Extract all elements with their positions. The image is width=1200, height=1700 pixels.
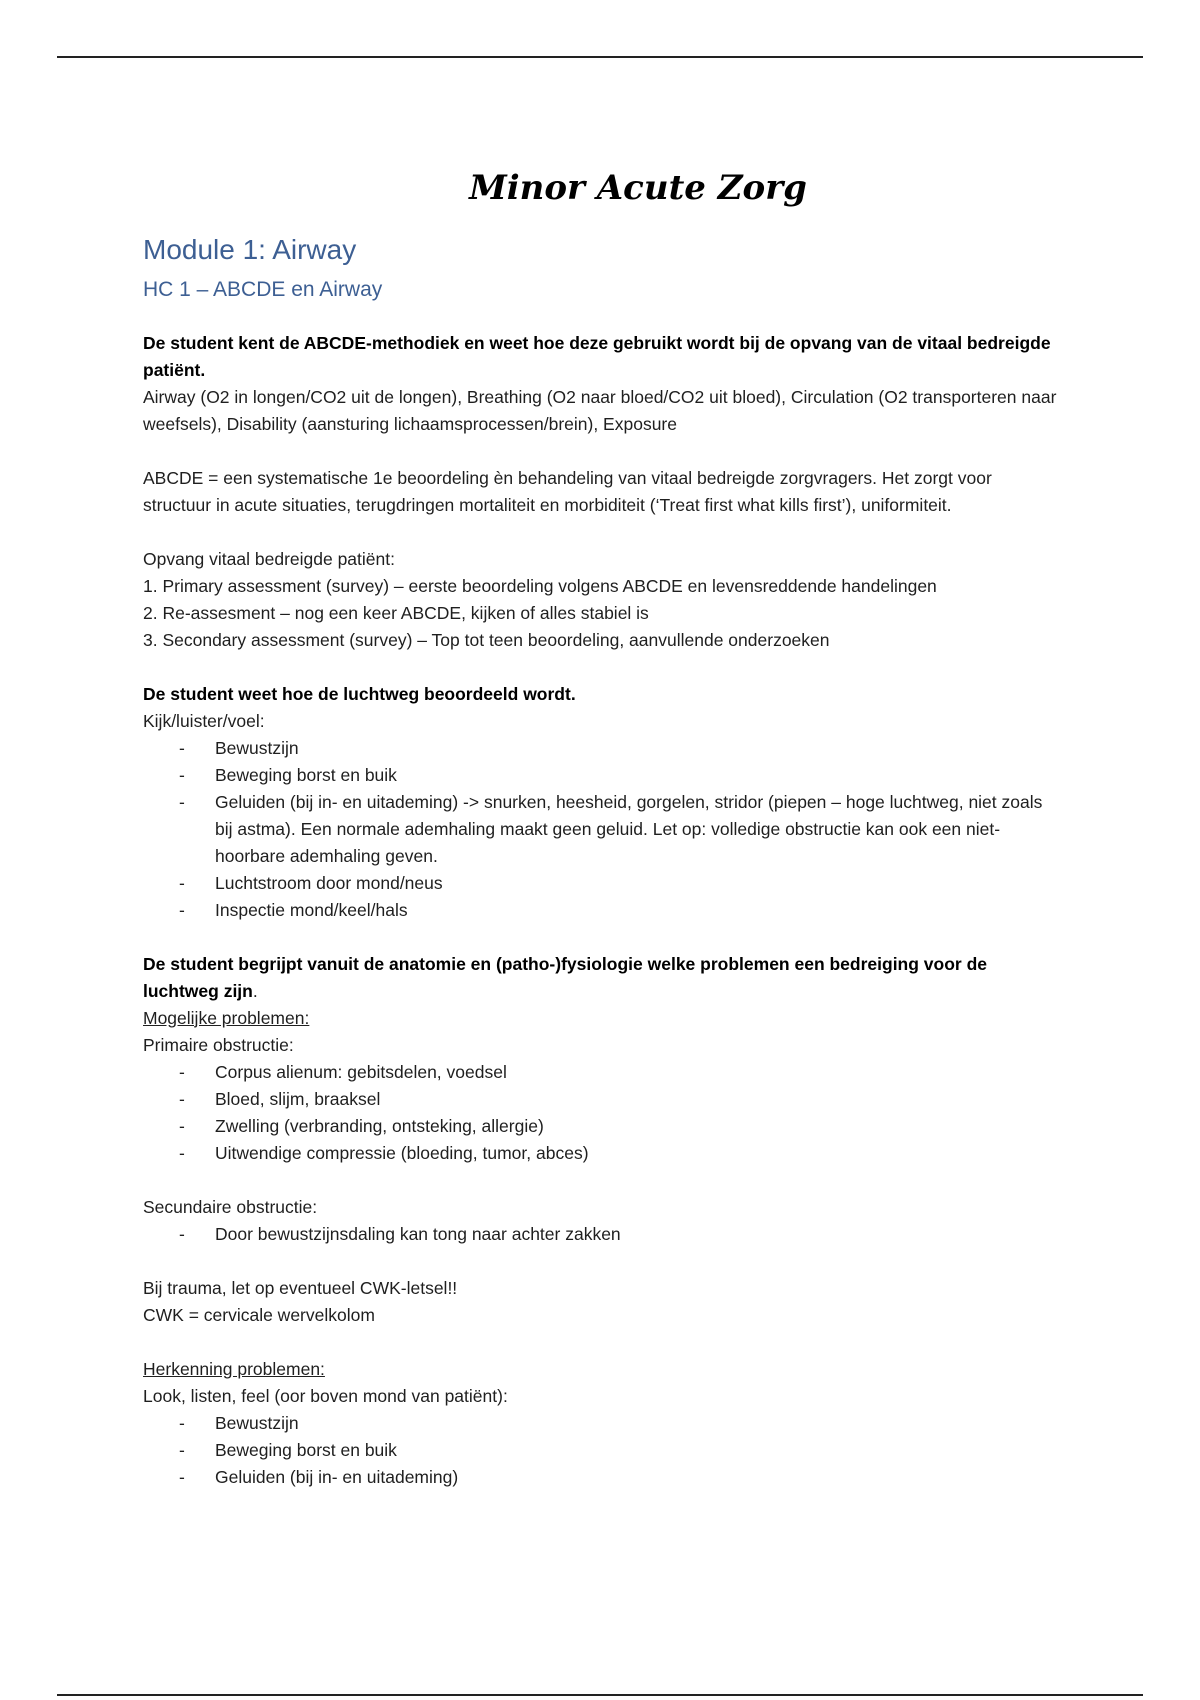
list-item: - Beweging borst en buik bbox=[215, 1437, 1063, 1464]
list-item: - Geluiden (bij in- en uitademing) bbox=[215, 1464, 1063, 1491]
secundaire-list bbox=[143, 1221, 1063, 1248]
list-item: - Door bewustzijnsdaling kan tong naar achter zakken bbox=[215, 1221, 1063, 1248]
problemen-heading-text: De student begrijpt vanuit de anatomie en (patho-)fysiologie welke problemen een bedreiging voor de luchtweg zijn bbox=[143, 953, 988, 1001]
list-item: - Uitwendige compressie (bloeding, tumor, abces) bbox=[215, 1140, 1063, 1167]
list-item: - Bloed, slijm, braaksel bbox=[215, 1086, 1063, 1113]
look-listen-feel: Look, listen, feel (oor boven mond van patiënt): bbox=[143, 1385, 508, 1406]
abcde-components: Airway (O2 in longen/CO2 uit de longen), Breathing (O2 naar bloed/CO2 uit bloed), Circulation (O2 transporteren naar weefsels), Disability (aansturing lichaamsprocessen/brein), Exposure bbox=[143, 386, 1057, 434]
list-item: - Luchtstroom door mond/neus bbox=[215, 870, 1063, 897]
abcde-definition: ABCDE = een systematische 1e beoordeling èn behandeling van vitaal bedreigde zorgvragers. Het zorgt voor structuur in acute situaties, terugdringen mortaliteit en morbiditeit (‘Treat first what kills first’), uniformiteit. bbox=[143, 467, 992, 515]
primaire-obstructie-label: Primaire obstructie: bbox=[143, 1034, 294, 1055]
footer-rule bbox=[57, 1694, 1143, 1696]
herkenning-list bbox=[143, 1410, 1063, 1491]
document-body bbox=[143, 160, 1063, 1491]
list-item: - Beweging borst en buik bbox=[215, 762, 1063, 789]
list-item: - Bewustzijn bbox=[215, 1410, 1063, 1437]
list-item: - Geluiden (bij in- en uitademing) -> snurken, heesheid, gorgelen, stridor (piepen – hoge luchtweg, niet zoals bij astma). Een normale ademhaling maakt geen geluid. Let op: volledige obstructie kan ook een niet-hoorbare ademhaling geven. bbox=[215, 789, 1063, 870]
section-heading-luchtweg: De student weet hoe de luchtweg beoordeeld wordt. bbox=[143, 683, 576, 704]
mogelijke-problemen: Mogelijke problemen: bbox=[143, 1007, 310, 1028]
header-rule bbox=[57, 56, 1143, 58]
section-heading-problemen bbox=[143, 951, 1063, 1005]
step-item: 2. Re-assesment – nog een keer ABCDE, kijken of alles stabiel is bbox=[143, 602, 649, 623]
kijk-luister-voel: Kijk/luister/voel: bbox=[143, 710, 265, 731]
assessment-list bbox=[143, 735, 1063, 924]
lecture-heading: HC 1 – ABCDE en Airway bbox=[143, 278, 383, 302]
section-heading-abcde: De student kent de ABCDE-methodiek en weet hoe deze gebruikt wordt bij de opvang van de vitaal bedreigde patiënt. bbox=[143, 332, 1051, 380]
secundaire-obstructie-label: Secundaire obstructie: bbox=[143, 1196, 318, 1217]
list-item: - Zwelling (verbranding, ontsteking, allergie) bbox=[215, 1113, 1063, 1140]
primaire-list bbox=[143, 1059, 1063, 1167]
list-item: - Bewustzijn bbox=[215, 735, 1063, 762]
opvang-intro: Opvang vitaal bedreigde patiënt: bbox=[143, 548, 395, 569]
step-item: 3. Secondary assessment (survey) – Top tot teen beoordeling, aanvullende onderzoeken bbox=[143, 629, 830, 650]
list-item: - Corpus alienum: gebitsdelen, voedsel bbox=[215, 1059, 1063, 1086]
trauma-note: Bij trauma, let op eventueel CWK-letsel!! bbox=[143, 1277, 458, 1298]
herkenning-problemen: Herkenning problemen: bbox=[143, 1358, 325, 1379]
step-item: 1. Primary assessment (survey) – eerste beoordeling volgens ABCDE en levensreddende handelingen bbox=[143, 575, 937, 596]
document-title: Minor Acute Zorg bbox=[469, 168, 807, 208]
module-heading: Module 1: Airway bbox=[143, 234, 357, 265]
list-item: - Inspectie mond/keel/hals bbox=[215, 897, 1063, 924]
cwk-definition: CWK = cervicale wervelkolom bbox=[143, 1304, 375, 1325]
problemen-heading-period: . bbox=[252, 980, 258, 1001]
